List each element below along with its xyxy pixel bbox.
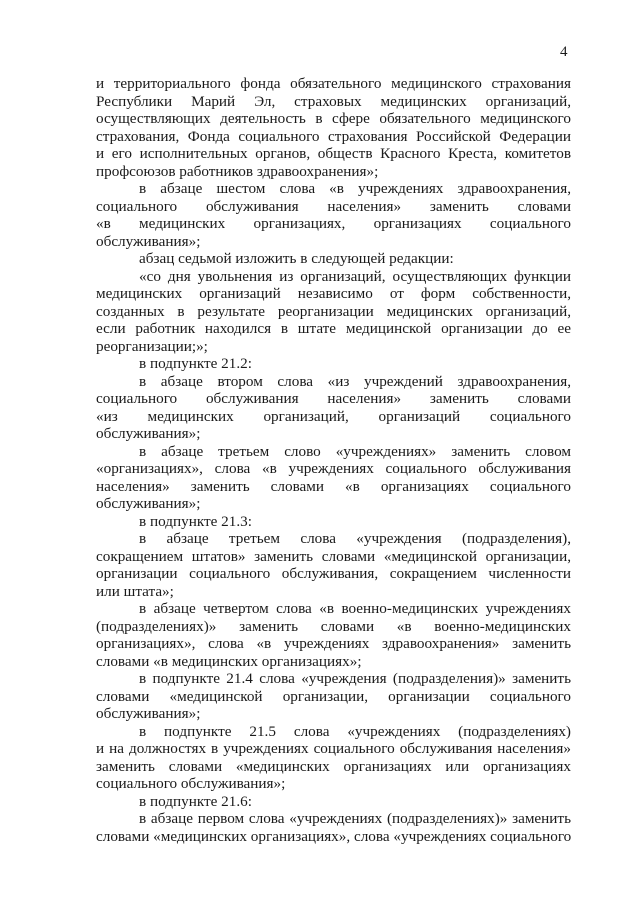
text-line: и территориального фонда обязательного медицинского страхования: [96, 75, 571, 92]
page-number: 4: [560, 44, 568, 60]
text-line: «организациях», слова «в учреждениях социального обслуживания: [96, 460, 571, 477]
text-line: в абзаце третьем слова «учреждения (подразделения),: [139, 530, 571, 547]
text-line: в абзаце втором слова «из учреждений здравоохранения,: [139, 372, 571, 390]
text-line: в абзаце первом слова «учреждениях (подразделениях)» заменить: [139, 810, 571, 827]
text-line: организации социального обслуживания, сокращением численности: [96, 565, 571, 582]
text-line: обслуживания»;: [96, 495, 201, 512]
text-line: «из медицинских организаций, организаций социального: [96, 407, 571, 425]
text-line: в подпункте 21.6:: [139, 792, 252, 810]
text-line: в абзаце шестом слова «в учреждениях здравоохранения,: [139, 180, 571, 197]
text-line: реорганизации;»;: [96, 337, 208, 355]
text-line: словами «медицинских организациях», слова «учреждениях социального: [96, 827, 572, 845]
text-line: и его исполнительных органов, обществ Красного Креста, комитетов: [96, 145, 571, 162]
text-line: «в медицинских организациях, организациях социального: [96, 215, 571, 232]
text-line: словами «в медицинских организациях»;: [96, 652, 362, 670]
document-body: [96, 75, 571, 845]
text-line: «со дня увольнения из организаций, осуществляющих функции: [139, 267, 571, 285]
text-line: в подпункте 21.5 слова «учреждениях (подразделениях): [139, 722, 571, 740]
text-line: словами «медицинской организации, организации социального: [96, 687, 571, 705]
text-line: заменить словами «медицинских организациях или организациях: [96, 757, 571, 775]
text-line: и на должностях в учреждениях социального обслуживания населения»: [96, 740, 571, 757]
text-line: в абзаце четвертом слова «в военно-медицинских учреждениях: [139, 600, 571, 617]
text-line: (подразделениях)» заменить словами «в военно-медицинских: [96, 617, 571, 635]
text-line: в подпункте 21.2:: [139, 355, 252, 372]
text-line: профсоюзов работников здравоохранения»;: [96, 162, 379, 180]
text-line: созданных в результате реорганизации медицинских организаций,: [96, 302, 571, 320]
text-line: организациях», слова «в учреждениях здравоохранения» заменить: [96, 635, 571, 652]
text-line: абзац седьмой изложить в следующей редакции:: [139, 250, 454, 267]
text-line: Республики Марий Эл, страховых медицинских организаций,: [96, 92, 571, 110]
text-line: страхования, Фонда социального страхования Российской Федерации: [96, 127, 571, 145]
text-line: осуществляющих деятельность в сфере обязательного медицинского: [96, 110, 571, 127]
text-line: обслуживания»;: [96, 705, 201, 722]
text-line: социального обслуживания населения» заменить словами: [96, 197, 571, 215]
text-line: обслуживания»;: [96, 425, 201, 442]
text-line: социального обслуживания населения» заменить словами: [96, 390, 571, 407]
text-line: в подпункте 21.3:: [139, 512, 252, 530]
text-line: населения» заменить словами «в организациях социального: [96, 477, 571, 495]
text-line: обслуживания»;: [96, 232, 201, 250]
text-line: или штата»;: [96, 582, 174, 600]
text-line: сокращением штатов» заменить словами «медицинской организации,: [96, 547, 571, 565]
text-line: в абзаце третьем слово «учреждениях» заменить словом: [139, 442, 571, 460]
text-line: социального обслуживания»;: [96, 775, 286, 792]
text-line: медицинских организаций независимо от форм собственности,: [96, 285, 571, 302]
text-line: в подпункте 21.4 слова «учреждения (подразделения)» заменить: [139, 670, 571, 687]
text-line: если работник находился в штате медицинской организации до ее: [96, 320, 571, 337]
